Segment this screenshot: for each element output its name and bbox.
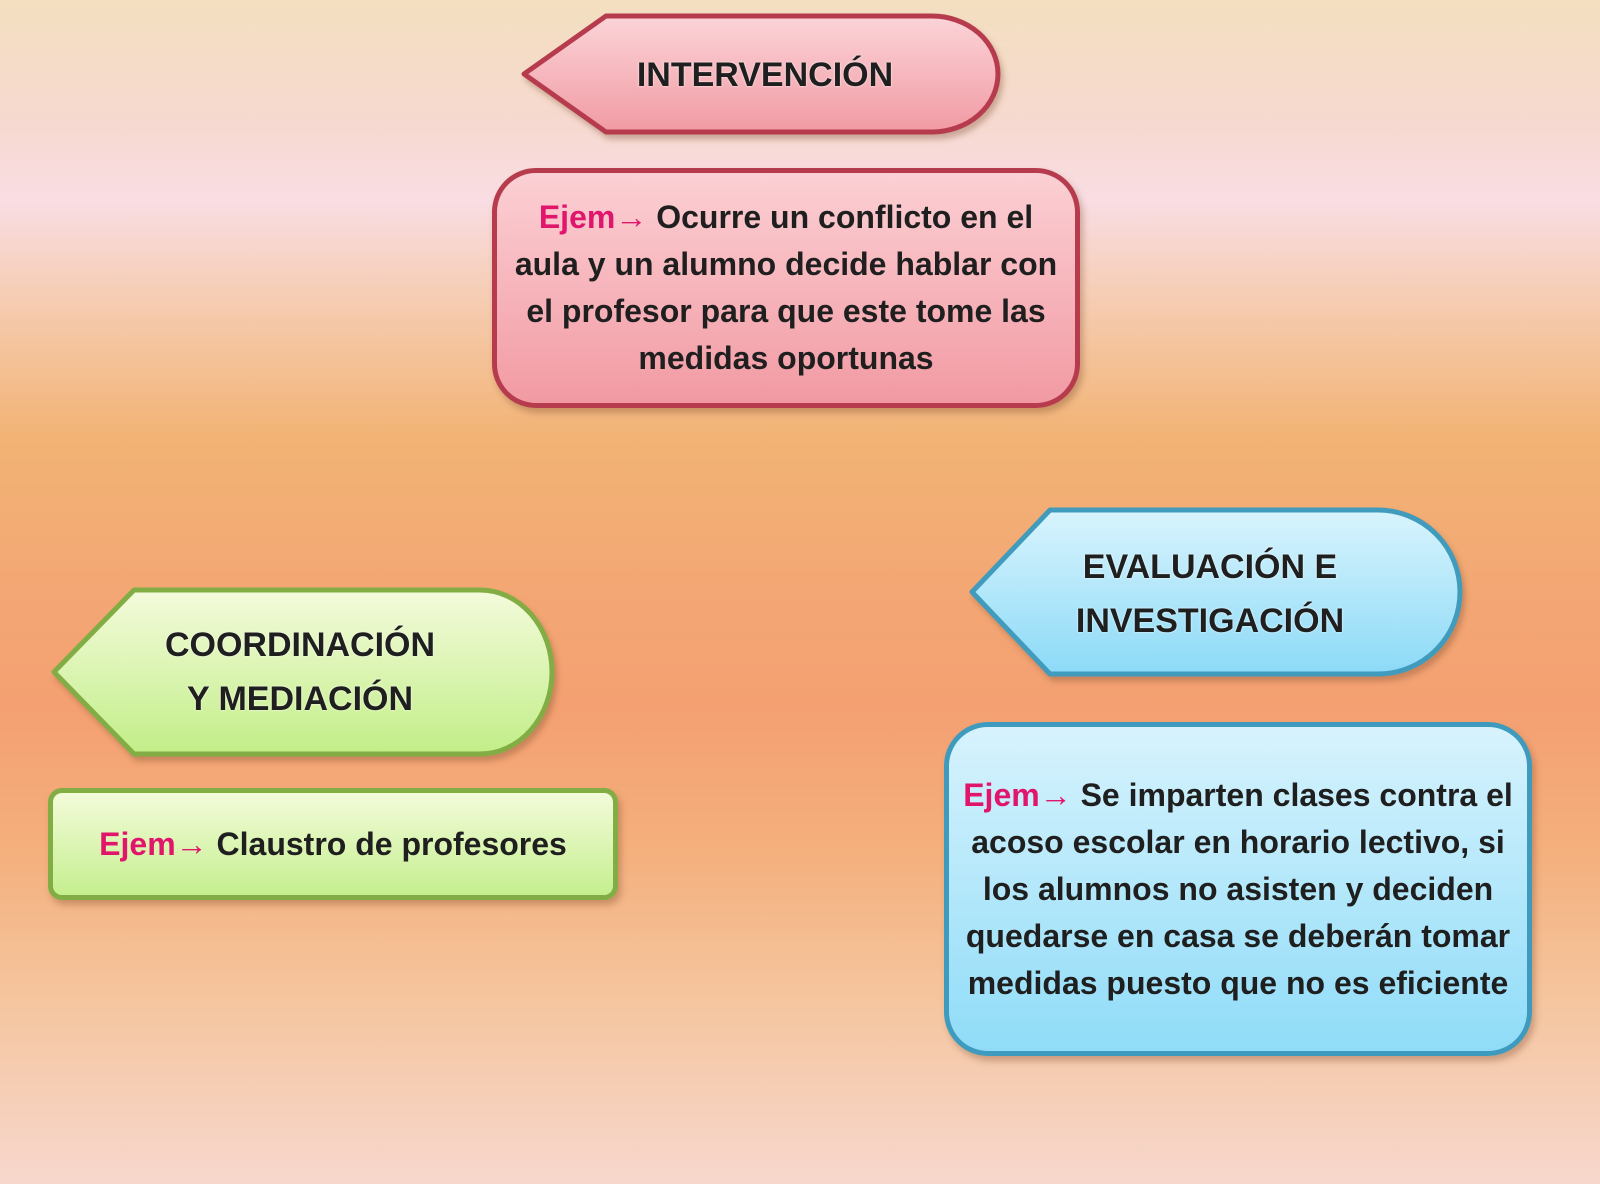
intervencion-title: INTERVENCIÓN: [636, 55, 894, 94]
evaluacion-arrow: [1040, 534, 1380, 654]
evaluacion-title-line2: INVESTIGACIÓN: [1075, 602, 1345, 640]
coordinacion-arrow: [130, 612, 470, 732]
example-body: Ocurre un conflicto en el aula y un alumno decide hablar con el profesor para que este tome las medidas oportunas: [514, 199, 1058, 376]
intervencion-example-text: [511, 194, 1061, 382]
evaluacion-example-box: [944, 722, 1532, 1056]
coordinacion-title-line2: Y MEDIACIÓN: [186, 680, 414, 718]
example-prefix: Ejem→: [99, 825, 208, 862]
example-body: Se imparten clases contra el acoso escolar en horario lectivo, si los alumnos no asisten y deciden quedarse en casa se deberán tomar medidas puesto que no es eficiente: [965, 776, 1513, 1001]
coordinacion-example-box: [48, 788, 618, 900]
example-body: Claustro de profesores: [207, 825, 567, 862]
evaluacion-example-text: [959, 772, 1517, 1007]
coordinacion-title-line1: COORDINACIÓN: [164, 626, 436, 664]
example-prefix: Ejem→: [538, 199, 648, 235]
intervencion-example-box: [492, 168, 1080, 408]
intervencion-arrow: [600, 40, 930, 110]
coordinacion-example-text: [99, 826, 567, 863]
example-prefix: Ejem→: [963, 776, 1072, 813]
evaluacion-title-line1: EVALUACIÓN E: [1082, 548, 1338, 586]
